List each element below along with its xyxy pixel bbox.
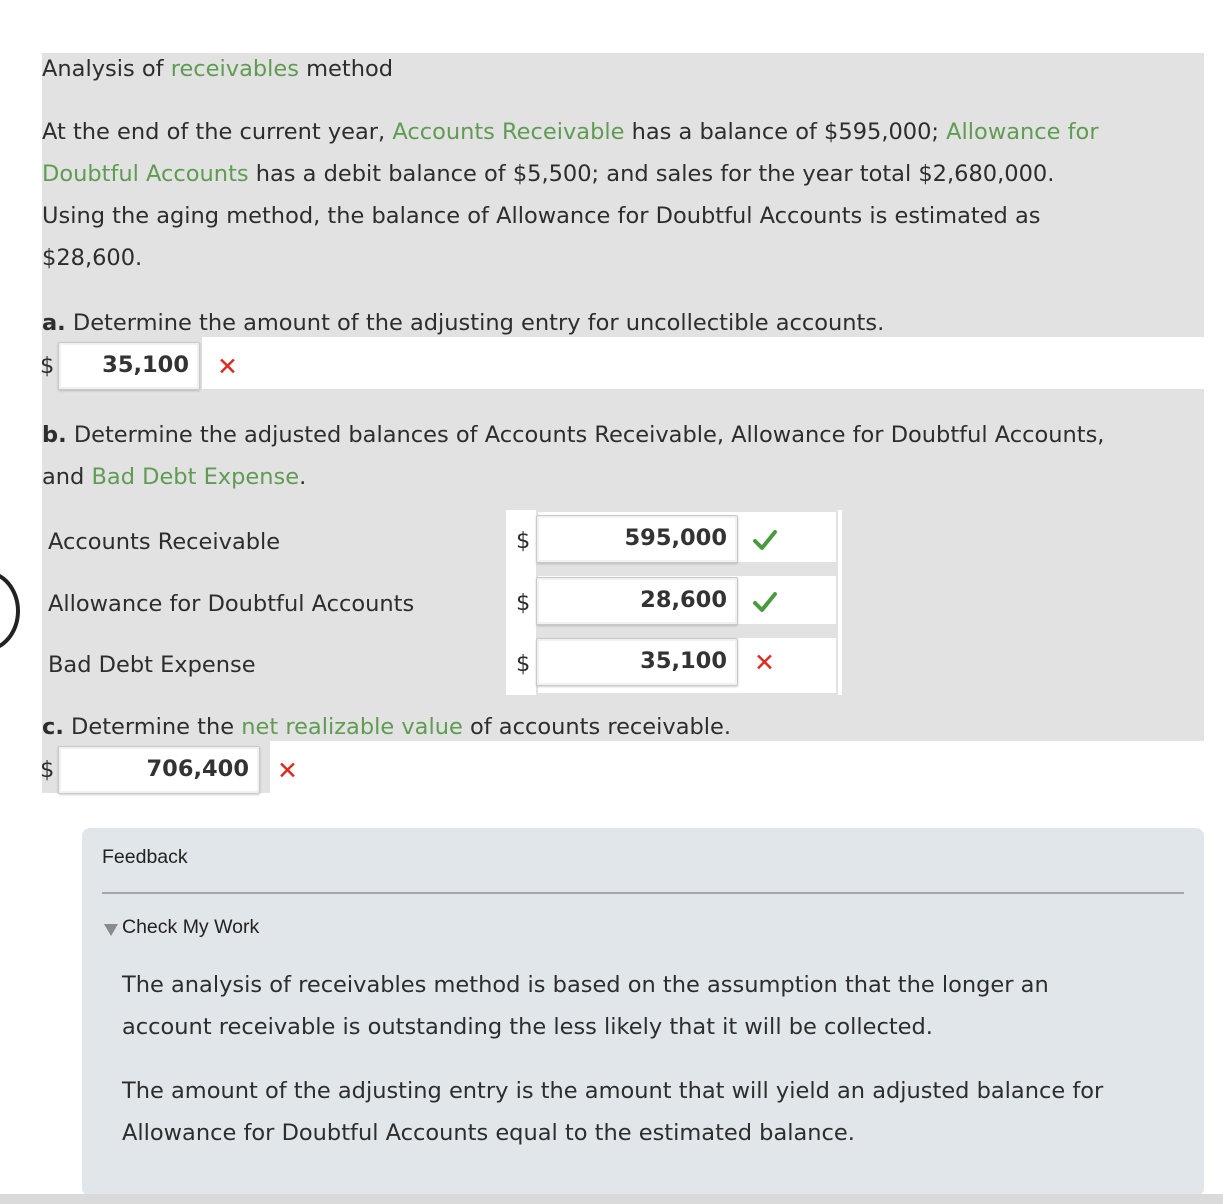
question-title: Analysis of receivables method: [42, 56, 394, 82]
bottom-scroll-edge: [0, 1194, 1223, 1204]
part-a-answer-input[interactable]: 35,100: [58, 342, 200, 390]
allowance-input[interactable]: 28,600: [536, 577, 738, 625]
bad-debt-expense-input[interactable]: 35,100: [536, 638, 738, 686]
part-a-currency: $: [40, 353, 55, 379]
part-a-x-icon: ✕: [217, 352, 238, 381]
problem-text: At the end of the current year, Accounts Receivable has a balance of $595,000; Allowance for Doubtful Accounts has a debit balance of $5,500; and sales for the year total $2,680,000. Using the aging method, the balance of Allowance for Doubtful Accounts is estimated as $28,600.: [42, 119, 1099, 271]
receivables-link[interactable]: receivables: [170, 56, 299, 82]
row2-check-icon: [752, 589, 778, 615]
row-label-bad-debt-expense: Bad Debt Expense: [48, 652, 256, 678]
part-c-question: c. Determine the net realizable value of accounts receivable.: [42, 714, 732, 740]
allowance-link-cont[interactable]: Doubtful Accounts: [42, 161, 249, 187]
row1-check-icon: [752, 527, 778, 553]
row-label-accounts-receivable: Accounts Receivable: [48, 529, 281, 555]
bad-debt-expense-link[interactable]: Bad Debt Expense: [91, 464, 300, 490]
row-label-allowance: Allowance for Doubtful Accounts: [48, 591, 415, 617]
accounts-receivable-input[interactable]: 595,000: [536, 515, 738, 563]
part-c-x-icon: ✕: [277, 756, 298, 785]
feedback-title: Feedback: [102, 846, 188, 868]
accounts-receivable-link[interactable]: Accounts Receivable: [392, 119, 625, 145]
feedback-panel: [82, 828, 1204, 1196]
triangle-down-icon: [104, 924, 118, 936]
check-my-work-toggle[interactable]: Check My Work: [122, 916, 259, 939]
row3-x-icon: ✕: [754, 648, 775, 677]
feedback-paragraph-2: The amount of the adjusting entry is the amount that will yield an adjusted balance for Allowance for Doubtful Accounts equal to the estimated balance.: [122, 1078, 1104, 1146]
part-c-currency: $: [40, 757, 55, 783]
net-realizable-value-link[interactable]: net realizable value: [241, 714, 463, 740]
row1-currency: $: [516, 528, 531, 554]
row3-currency: $: [516, 651, 531, 677]
feedback-paragraph-1: The analysis of receivables method is based on the assumption that the longer an account receivable is outstanding the less likely that it will be collected.: [122, 972, 1049, 1040]
part-b-question: b. Determine the adjusted balances of Accounts Receivable, Allowance for Doubtful Accounts, and Bad Debt Expense.: [42, 422, 1105, 490]
part-c-answer-input[interactable]: 706,400: [58, 746, 260, 794]
part-a-question: a. Determine the amount of the adjusting entry for uncollectible accounts.: [42, 310, 885, 336]
allowance-link[interactable]: Allowance for: [946, 119, 1099, 145]
side-circle-decoration: [0, 570, 20, 652]
row2-currency: $: [516, 590, 531, 616]
feedback-divider: [102, 892, 1184, 894]
